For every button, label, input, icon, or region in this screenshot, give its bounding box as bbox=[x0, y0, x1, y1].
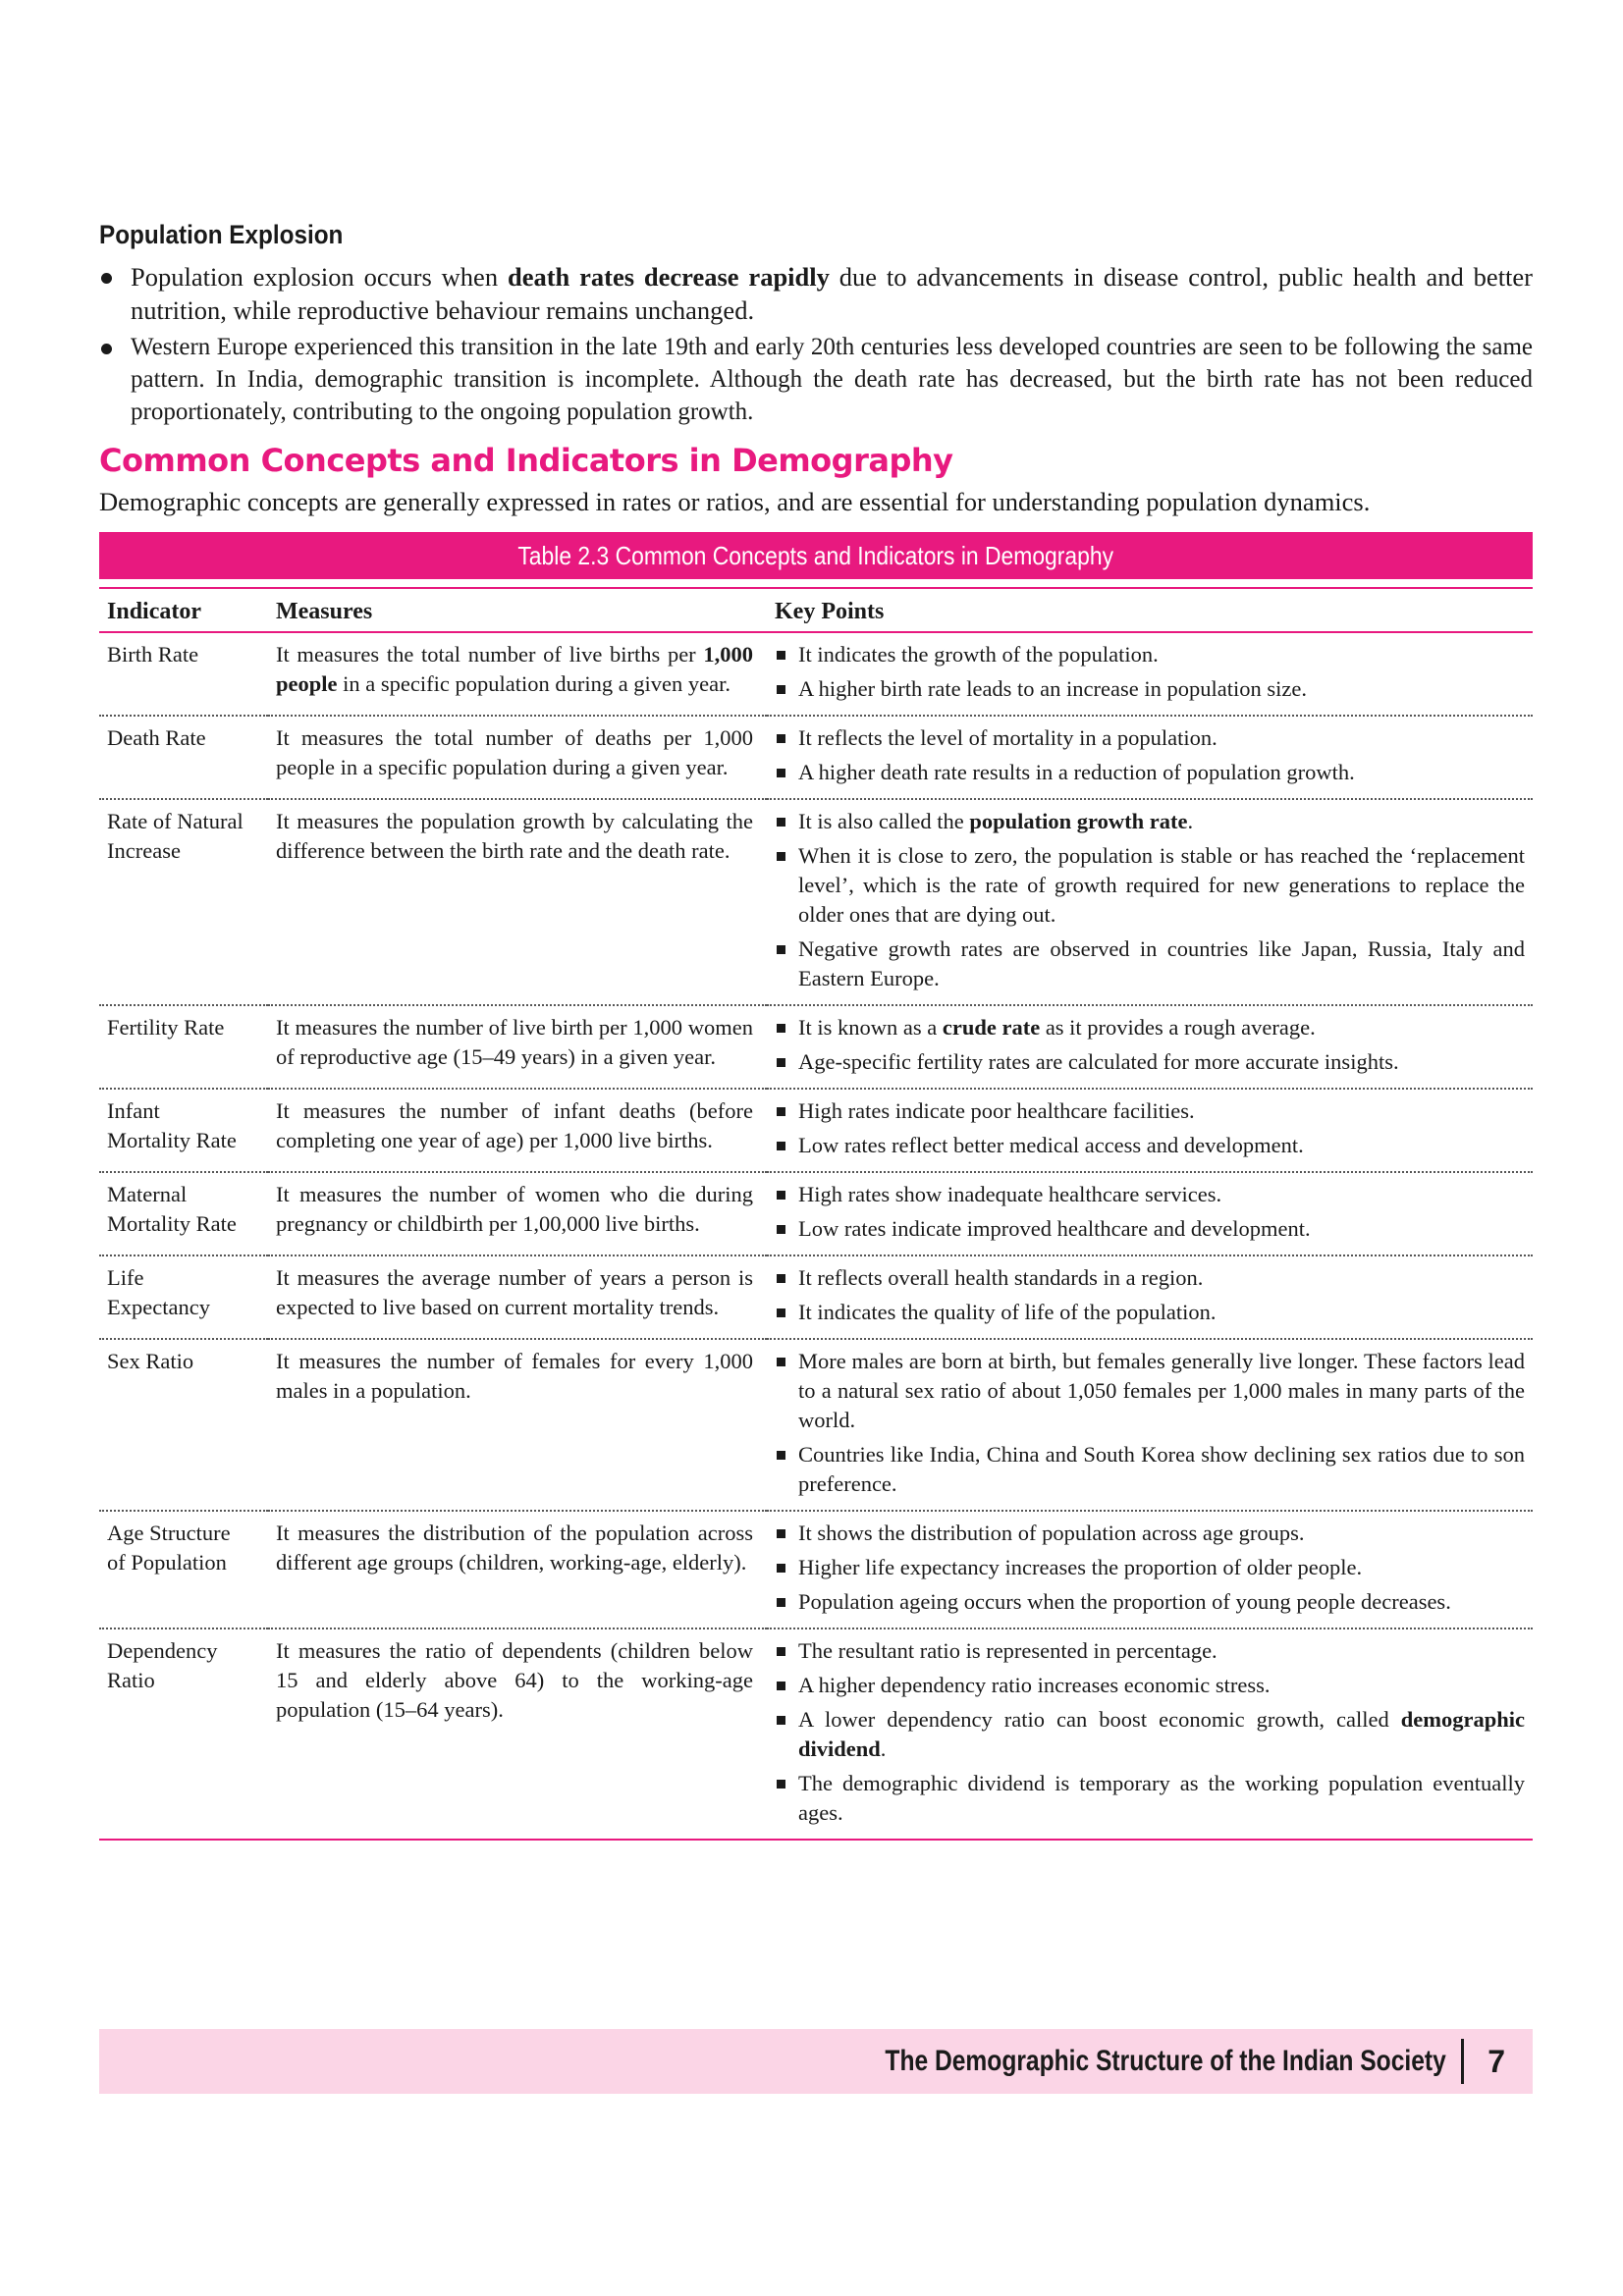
list-item bbox=[99, 331, 1533, 428]
key-points-cell bbox=[767, 632, 1533, 716]
indicator-cell: Fertility Rate bbox=[99, 1005, 268, 1089]
header-measures: Measures bbox=[268, 588, 767, 632]
key-point-text: Negative growth rates are observed in countries like Japan, Russia, Italy and Eastern Europe. bbox=[798, 936, 1525, 990]
key-point-text: Low rates indicate improved healthcare and development. bbox=[798, 1216, 1311, 1241]
measures-text: It measures the total number of deaths per 1,000 people in a specific population during a given year. bbox=[276, 725, 753, 779]
square-bullet-icon bbox=[777, 685, 785, 694]
key-points-list bbox=[775, 1636, 1525, 1828]
key-point-item bbox=[775, 758, 1525, 787]
key-point-bold-text: crude rate bbox=[942, 1015, 1041, 1040]
key-point-item bbox=[775, 1769, 1525, 1828]
indicator-cell: Death Rate bbox=[99, 716, 268, 799]
measures-cell bbox=[268, 1255, 767, 1339]
key-point-text: Age-specific fertility rates are calculated for more accurate insights. bbox=[798, 1049, 1399, 1074]
key-point-text: It reflects the level of mortality in a population. bbox=[798, 725, 1217, 750]
table-header-row bbox=[99, 588, 1533, 632]
key-points-cell bbox=[767, 1255, 1533, 1339]
key-point-text: The demographic dividend is temporary as the working population eventually ages. bbox=[798, 1771, 1525, 1825]
table-row bbox=[99, 1172, 1533, 1255]
key-point-item bbox=[775, 1636, 1525, 1666]
measures-cell bbox=[268, 1339, 767, 1511]
measures-text: It measures the population growth by calculating the difference between the birth rate and the death rate. bbox=[276, 809, 753, 863]
key-point-text: It is also called the bbox=[798, 809, 970, 833]
square-bullet-icon bbox=[777, 651, 785, 660]
indicator-cell: Rate of Natural Increase bbox=[99, 799, 268, 1005]
bullet-icon bbox=[101, 273, 112, 284]
square-bullet-icon bbox=[777, 818, 785, 827]
key-points-list bbox=[775, 1263, 1525, 1327]
key-point-text: . bbox=[1187, 809, 1194, 833]
key-point-item bbox=[775, 723, 1525, 753]
key-point-text: It shows the distribution of population across age groups. bbox=[798, 1521, 1305, 1545]
square-bullet-icon bbox=[777, 1191, 785, 1200]
key-point-text: Countries like India, China and South Korea show declining sex ratios due to son preference. bbox=[798, 1442, 1525, 1496]
section-intro: Demographic concepts are generally expressed in rates or ratios, and are essential for understanding population dynamics. bbox=[99, 487, 1371, 516]
measures-cell bbox=[268, 1629, 767, 1840]
measures-cell bbox=[268, 1005, 767, 1089]
measures-cell bbox=[268, 1089, 767, 1172]
key-point-text: as it provides a rough average. bbox=[1040, 1015, 1316, 1040]
square-bullet-icon bbox=[777, 1682, 785, 1690]
key-point-item bbox=[775, 1131, 1525, 1160]
key-points-list bbox=[775, 1180, 1525, 1244]
key-point-item bbox=[775, 1553, 1525, 1582]
key-points-list bbox=[775, 1347, 1525, 1499]
table-row bbox=[99, 799, 1533, 1005]
square-bullet-icon bbox=[777, 1780, 785, 1789]
footer-divider bbox=[1461, 2039, 1464, 2084]
page-content bbox=[99, 220, 1533, 1841]
list-item bbox=[99, 260, 1533, 327]
measures-cell bbox=[268, 1511, 767, 1629]
indicator-cell: Infant Mortality Rate bbox=[99, 1089, 268, 1172]
key-point-item bbox=[775, 1587, 1525, 1617]
key-point-item bbox=[775, 1013, 1525, 1042]
key-points-list bbox=[775, 807, 1525, 993]
key-point-item bbox=[775, 1671, 1525, 1700]
table-row bbox=[99, 632, 1533, 716]
key-point-item bbox=[775, 841, 1525, 930]
square-bullet-icon bbox=[777, 1274, 785, 1283]
key-points-cell bbox=[767, 1339, 1533, 1511]
key-points-cell bbox=[767, 799, 1533, 1005]
key-point-text: It is known as a bbox=[798, 1015, 943, 1040]
key-point-item bbox=[775, 1263, 1525, 1293]
bullet-text-bold: death rates decrease rapidly bbox=[507, 262, 830, 292]
square-bullet-icon bbox=[777, 1598, 785, 1607]
table-row bbox=[99, 716, 1533, 799]
key-point-text: High rates show inadequate healthcare services. bbox=[798, 1182, 1222, 1206]
square-bullet-icon bbox=[777, 1058, 785, 1067]
square-bullet-icon bbox=[777, 1107, 785, 1116]
page-number: 7 bbox=[1488, 2044, 1505, 2079]
key-point-text: A higher death rate results in a reduction of population growth. bbox=[798, 760, 1355, 784]
bullet-text: Western Europe experienced this transition in the late 19th and early 20th centuries less developed countries are seen to be following the same pattern. In India, demographic transition is incomplete. Although the death rate has decreased, but the birth rate has not been reduced proportionately, contributing to the ongoing population growth. bbox=[131, 334, 1533, 425]
key-points-list bbox=[775, 723, 1525, 787]
header-key-points: Key Points bbox=[767, 588, 1533, 632]
key-point-text: A higher dependency ratio increases economic stress. bbox=[798, 1673, 1271, 1697]
key-point-item bbox=[775, 1705, 1525, 1764]
key-point-item bbox=[775, 1096, 1525, 1126]
population-explosion-list bbox=[99, 260, 1533, 428]
key-point-text: When it is close to zero, the population is stable or has reached the ‘replacement level’, which is the rate of growth required for new generations to replace the older ones that are dying out. bbox=[798, 843, 1525, 927]
table-row bbox=[99, 1511, 1533, 1629]
indicator-cell: Life Expectancy bbox=[99, 1255, 268, 1339]
key-point-item bbox=[775, 1180, 1525, 1209]
key-points-cell bbox=[767, 1089, 1533, 1172]
square-bullet-icon bbox=[777, 1529, 785, 1538]
measures-text: It measures the total number of live births per bbox=[276, 642, 704, 667]
key-point-text: High rates indicate poor healthcare facilities. bbox=[798, 1098, 1195, 1123]
square-bullet-icon bbox=[777, 1308, 785, 1317]
indicator-cell: Dependency Ratio bbox=[99, 1629, 268, 1840]
measures-cell bbox=[268, 1172, 767, 1255]
key-points-cell bbox=[767, 1511, 1533, 1629]
measures-text: It measures the number of live birth per 1,000 women of reproductive age (15–49 years) in a given year. bbox=[276, 1015, 753, 1069]
indicator-cell: Maternal Mortality Rate bbox=[99, 1172, 268, 1255]
square-bullet-icon bbox=[777, 1716, 785, 1725]
key-point-text: Population ageing occurs when the proportion of young people decreases. bbox=[798, 1589, 1451, 1614]
measures-text: It measures the average number of years a person is expected to live based on current mortality trends. bbox=[276, 1265, 753, 1319]
key-point-text: Higher life expectancy increases the proportion of older people. bbox=[798, 1555, 1363, 1579]
key-point-item bbox=[775, 1519, 1525, 1548]
key-point-text: It indicates the quality of life of the population. bbox=[798, 1300, 1217, 1324]
bullet-icon bbox=[101, 344, 112, 354]
key-point-item bbox=[775, 934, 1525, 993]
measures-cell bbox=[268, 716, 767, 799]
key-point-item bbox=[775, 1347, 1525, 1435]
key-point-item bbox=[775, 1440, 1525, 1499]
key-point-item bbox=[775, 1298, 1525, 1327]
key-points-cell bbox=[767, 1005, 1533, 1089]
table-row bbox=[99, 1339, 1533, 1511]
square-bullet-icon bbox=[777, 945, 785, 954]
key-point-text: . bbox=[880, 1736, 887, 1761]
key-points-list bbox=[775, 1096, 1525, 1160]
key-points-list bbox=[775, 640, 1525, 704]
key-point-item bbox=[775, 1214, 1525, 1244]
header-indicator: Indicator bbox=[99, 588, 268, 632]
measures-text: It measures the number of women who die during pregnancy or childbirth per 1,00,000 live births. bbox=[276, 1182, 753, 1236]
indicators-table bbox=[99, 587, 1533, 1841]
square-bullet-icon bbox=[777, 1358, 785, 1366]
key-point-text: It indicates the growth of the population. bbox=[798, 642, 1159, 667]
key-point-text: A lower dependency ratio can boost economic growth, called bbox=[798, 1707, 1401, 1732]
key-point-item bbox=[775, 807, 1525, 836]
square-bullet-icon bbox=[777, 1647, 785, 1656]
square-bullet-icon bbox=[777, 1142, 785, 1150]
table-caption bbox=[99, 532, 1533, 579]
key-points-list bbox=[775, 1519, 1525, 1617]
measures-cell bbox=[268, 799, 767, 1005]
bullet-text-pre: Population explosion occurs when bbox=[131, 262, 508, 292]
measures-bold-text: 1,000 people bbox=[276, 642, 753, 696]
key-point-text: The resultant ratio is represented in percentage. bbox=[798, 1638, 1217, 1663]
square-bullet-icon bbox=[777, 1225, 785, 1234]
measures-text: It measures the distribution of the population across different age groups (children, working-age, elderly). bbox=[276, 1521, 753, 1575]
key-points-cell bbox=[767, 1629, 1533, 1840]
key-point-item bbox=[775, 674, 1525, 704]
square-bullet-icon bbox=[777, 1564, 785, 1573]
key-points-list bbox=[775, 1013, 1525, 1077]
indicator-cell: Age Structure of Population bbox=[99, 1511, 268, 1629]
key-point-item bbox=[775, 640, 1525, 669]
indicator-cell: Birth Rate bbox=[99, 632, 268, 716]
square-bullet-icon bbox=[777, 734, 785, 743]
table-caption-text: Table 2.3 Common Concepts and Indicators in Demography bbox=[517, 541, 1114, 570]
table-body bbox=[99, 632, 1533, 1840]
measures-text: It measures the number of infant deaths (before completing one year of age) per 1,000 live births. bbox=[276, 1098, 753, 1152]
section-title: Common Concepts and Indicators in Demography bbox=[99, 442, 953, 479]
population-explosion-heading: Population Explosion bbox=[99, 220, 344, 249]
key-point-text: More males are born at birth, but females generally live longer. These factors lead to a natural sex ratio of about 1,050 females per 1,000 males in many parts of the world. bbox=[798, 1349, 1525, 1432]
key-point-bold-text: population growth rate bbox=[969, 809, 1188, 833]
table-row bbox=[99, 1089, 1533, 1172]
table-row bbox=[99, 1255, 1533, 1339]
key-point-item bbox=[775, 1047, 1525, 1077]
key-point-bold-text: demographic dividend bbox=[798, 1707, 1525, 1761]
key-point-text: It reflects overall health standards in a region. bbox=[798, 1265, 1204, 1290]
key-points-cell bbox=[767, 716, 1533, 799]
table-row bbox=[99, 1005, 1533, 1089]
measures-cell bbox=[268, 632, 767, 716]
bullet-text-post: due to advancements in disease control, public health and better nutrition, while reproductive behaviour remains unchanged. bbox=[131, 262, 1534, 325]
measures-text: It measures the ratio of dependents (children below 15 and elderly above 64) to the working-age population (15–64 years). bbox=[276, 1638, 753, 1722]
footer-title: The Demographic Structure of the Indian Society bbox=[885, 2045, 1446, 2077]
measures-text: It measures the number of females for every 1,000 males in a population. bbox=[276, 1349, 753, 1403]
square-bullet-icon bbox=[777, 1451, 785, 1460]
measures-text: in a specific population during a given year. bbox=[337, 671, 731, 696]
key-point-text: Low rates reflect better medical access and development. bbox=[798, 1133, 1304, 1157]
key-points-cell bbox=[767, 1172, 1533, 1255]
key-point-text: A higher birth rate leads to an increase in population size. bbox=[798, 676, 1307, 701]
square-bullet-icon bbox=[777, 852, 785, 861]
table-row bbox=[99, 1629, 1533, 1840]
page-footer bbox=[99, 2029, 1533, 2094]
square-bullet-icon bbox=[777, 769, 785, 777]
indicator-cell: Sex Ratio bbox=[99, 1339, 268, 1511]
square-bullet-icon bbox=[777, 1024, 785, 1033]
